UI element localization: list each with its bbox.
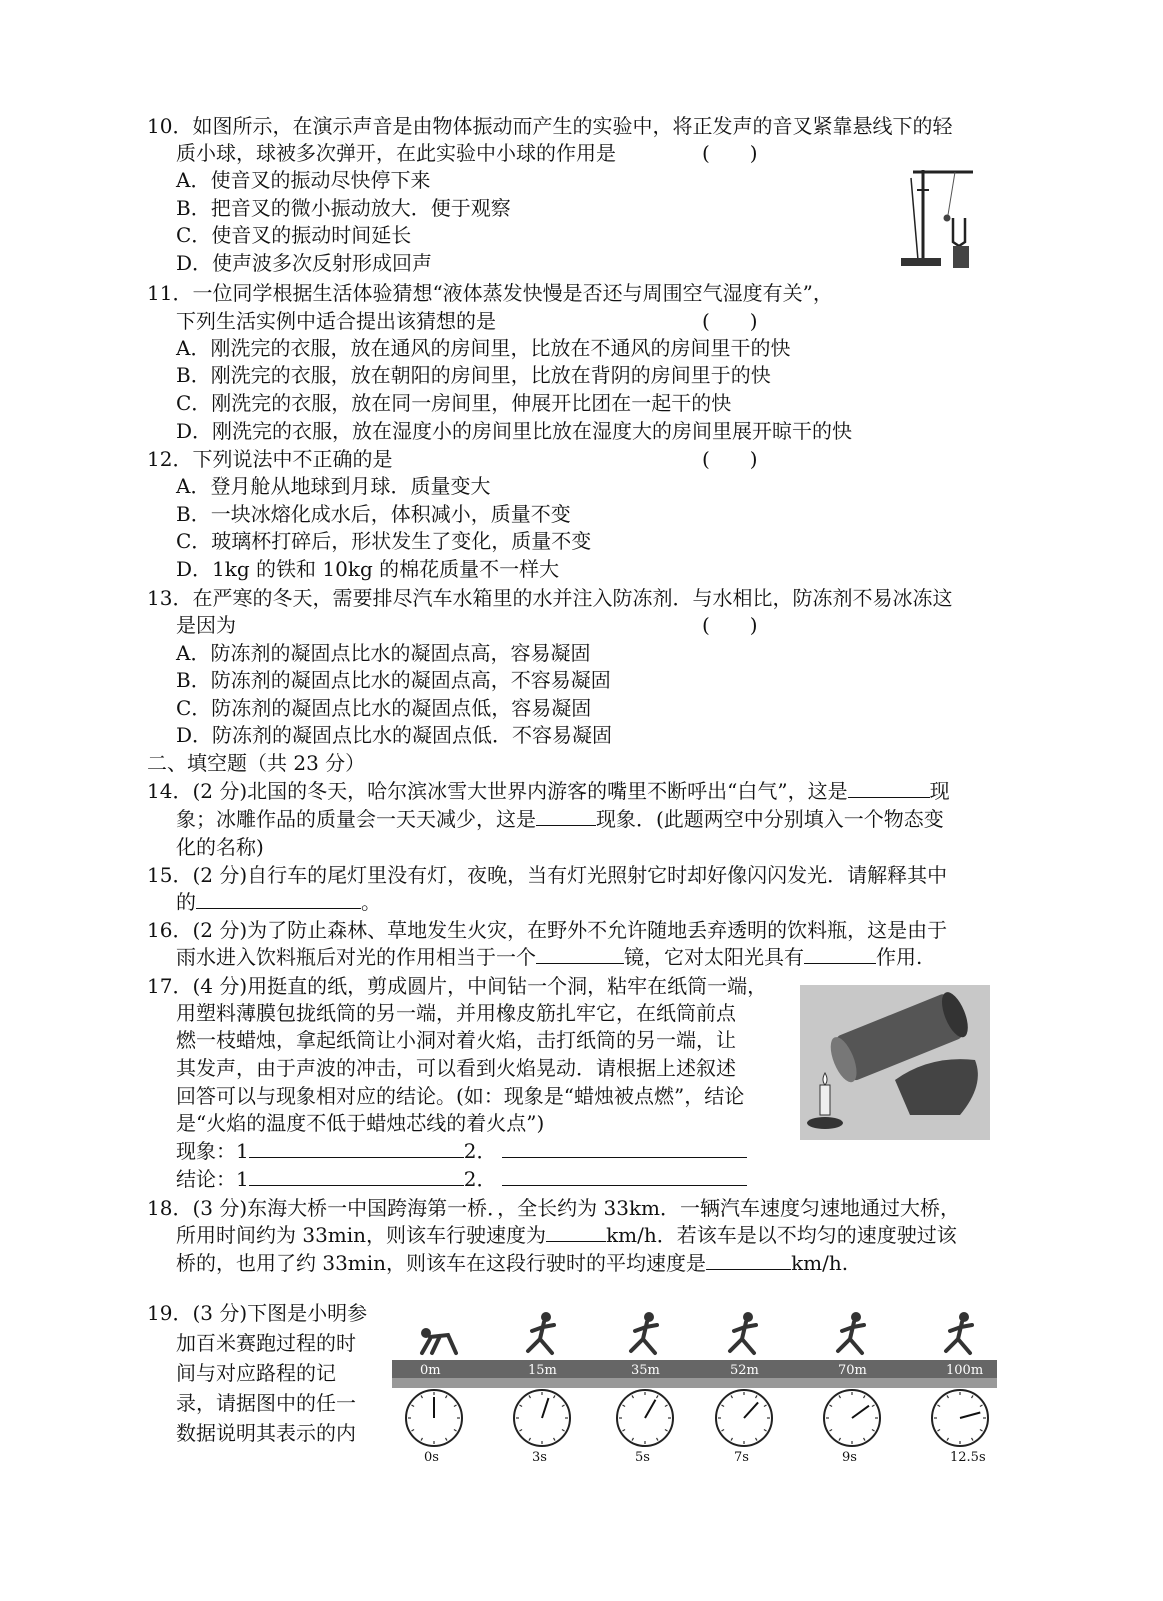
- q14-text2: 象；冰雕作品的质量会一天天减少，这是: [176, 807, 536, 831]
- q17-phenomenon-blank1[interactable]: [249, 1139, 464, 1158]
- q15-blank[interactable]: [196, 890, 361, 909]
- q17-phenomenon-blank2[interactable]: [502, 1139, 747, 1158]
- q18-text3b: km/h.: [791, 1251, 849, 1275]
- q19-line2: 加百米赛跑过程的时: [176, 1331, 356, 1355]
- q10-paren: ( ): [702, 141, 758, 165]
- q17-conclusion-blank1[interactable]: [249, 1167, 464, 1186]
- q13-option-b: B．防冻剂的凝固点比水的凝固点高，不容易凝固: [176, 668, 611, 692]
- q18-line2: [176, 1222, 957, 1249]
- q17-line5: 回答可以与现象相对应的结论。(如：现象是“蜡烛被点燃”，结论: [176, 1084, 745, 1108]
- q13-line2: 是因为: [176, 613, 236, 637]
- q12-paren: ( ): [702, 447, 758, 471]
- stopwatch-icon: [824, 1390, 880, 1446]
- q19-line3: 间与对应路程的记: [176, 1361, 336, 1385]
- q13-option-a: A．防冻剂的凝固点比水的凝固点高，容易凝固: [176, 641, 591, 665]
- q18-line1: 18．(3 分)东海大桥一中国跨海第一桥．，全长约为 33km．一辆汽车速度匀速地通过大桥，: [147, 1196, 961, 1220]
- q17-two-b: 2．: [463, 1167, 497, 1191]
- q12-line1: 12．下列说法中不正确的是: [147, 447, 393, 471]
- q13-paren: ( ): [702, 613, 758, 637]
- q15-line2: [176, 889, 381, 916]
- q13-option-d: D．防冻剂的凝固点比水的凝固点低．不容易凝固: [176, 723, 613, 747]
- stopwatch-icon: [406, 1390, 462, 1446]
- runner-figure: [946, 1312, 972, 1353]
- q10-option-a: A．使音叉的振动尽快停下来: [176, 168, 431, 192]
- q17-conclusion-row: [176, 1166, 747, 1193]
- q10-option-c: C．使音叉的振动时间延长: [176, 223, 412, 247]
- q19-line1: 19．(3 分)下图是小明参: [147, 1301, 368, 1325]
- time-label: 9s: [842, 1450, 857, 1465]
- q17-conclusion-label: 结论：1: [176, 1167, 249, 1191]
- q15-text2b: 。: [361, 890, 381, 914]
- q18-text3: 桥的，也用了约 33min，则该车在这段行驶时的平均速度是: [176, 1251, 707, 1275]
- runner-figure: [528, 1312, 554, 1353]
- distance-label: 52m: [730, 1363, 759, 1378]
- q11-option-d: D．刚洗完的衣服，放在湿度小的房间里比放在湿度大的房间里展开晾干的快: [176, 419, 853, 443]
- q17-phenomenon-row: [176, 1138, 747, 1165]
- q14-blank1[interactable]: [848, 779, 930, 798]
- q17-conclusion-blank2[interactable]: [502, 1167, 747, 1186]
- stopwatch-icon: [617, 1390, 673, 1446]
- q19-line5: 数据说明其表示的内: [176, 1421, 356, 1445]
- q16-blank1[interactable]: [536, 945, 624, 964]
- q11-line2: 下列生活实例中适合提出该猜想的是: [176, 309, 496, 333]
- distance-label: 15m: [528, 1363, 557, 1378]
- q18-blank2[interactable]: [706, 1251, 791, 1270]
- q17-line3: 燃一枝蜡烛，拿起纸筒让小洞对着火焰，击打纸筒的另一端，让: [176, 1028, 736, 1052]
- q11-line1: 11．一位同学根据生活体验猜想“液体蒸发快慢是否还与周围空气湿度有关”，: [147, 281, 833, 305]
- distance-label: 70m: [838, 1363, 867, 1378]
- runner-figure: [631, 1312, 657, 1353]
- q17-two-a: 2．: [463, 1139, 497, 1163]
- q17-line6: 是“火焰的温度不低于蜡烛芯线的着火点”): [176, 1111, 545, 1135]
- q17-line1: 17．(4 分)用挺直的纸，剪成圆片，中间钻一个洞，粘牢在纸筒一端，: [147, 974, 768, 998]
- q16-line2: [176, 944, 922, 971]
- stopwatch-icon: [932, 1390, 988, 1446]
- q16-text2: 雨水进入饮料瓶后对光的作用相当于一个: [176, 945, 536, 969]
- section-heading: 二、填空题（共 23 分）: [147, 751, 366, 775]
- q16-text2b: 镜，它对太阳光具有: [624, 945, 804, 969]
- q12-option-d: D．1kg 的铁和 10kg 的棉花质量不一样大: [176, 557, 560, 581]
- q16-line1: 16．(2 分)为了防止森林、草地发生火灾，在野外不允许随地丢弃透明的饮料瓶，这是由于: [147, 918, 948, 942]
- q13-line1: 13．在严寒的冬天，需要排尽汽车水箱里的水并注入防冻剂．与水相比，防冻剂不易冰冻这: [147, 586, 953, 610]
- q10-line2: 质小球，球被多次弹开，在此实验中小球的作用是: [176, 141, 616, 165]
- q14-line1: [147, 778, 950, 805]
- time-label: 5s: [635, 1450, 650, 1465]
- q11-paren: ( ): [702, 309, 758, 333]
- q12-option-c: C．玻璃杯打碎后，形状发生了变化，质量不变: [176, 529, 592, 553]
- q17-line2: 用塑料薄膜包拢纸筒的另一端，并用橡皮筋扎牢它，在纸筒前点: [176, 1001, 736, 1025]
- q10-option-d: D．使声波多次反射形成回声: [176, 251, 433, 275]
- q16-blank2[interactable]: [804, 945, 876, 964]
- q19-line4: 录，请据图中的任一: [176, 1391, 356, 1415]
- candle-tube-figure: [800, 985, 990, 1140]
- q18-text2: 所用时间约为 33min，则该车行驶速度为: [176, 1223, 547, 1247]
- race-figure: [392, 1305, 997, 1470]
- runner-figure: [838, 1312, 864, 1353]
- q18-line3: [176, 1250, 848, 1277]
- time-label: 3s: [532, 1450, 547, 1465]
- q14-text2b: 现象．(此题两空中分别填入一个物态变: [596, 807, 944, 831]
- q11-option-b: B．刚洗完的衣服，放在朝阳的房间里，比放在背阴的房间里于的快: [176, 363, 771, 387]
- q14-text1: 14．(2 分)北国的冬天，哈尔滨冰雪大世界内游客的嘴里不断呼出“白气”，这是: [147, 779, 848, 803]
- q10-line1: 10．如图所示，在演示声音是由物体振动而产生的实验中，将正发声的音叉紧靠悬线下的轻: [147, 114, 953, 138]
- q13-option-c: C．防冻剂的凝固点比水的凝固点低，容易凝固: [176, 696, 592, 720]
- runner-figure: [730, 1312, 756, 1353]
- q17-line4: 其发声，由于声波的冲击，可以看到火焰晃动．请根据上述叙述: [176, 1056, 736, 1080]
- stopwatch-icon: [514, 1390, 570, 1446]
- tuning-fork-figure: [893, 160, 993, 280]
- distance-label: 35m: [631, 1363, 660, 1378]
- q14-line3: 化的名称): [176, 835, 264, 859]
- race-figure-art: [392, 1305, 997, 1470]
- q18-text2b: km/h．若该车是以不均匀的速度驶过该: [606, 1223, 957, 1247]
- q15-text2: 的: [176, 890, 196, 914]
- q11-option-c: C．刚洗完的衣服，放在同一房间里，伸展开比团在一起干的快: [176, 391, 732, 415]
- stopwatch-icon: [716, 1390, 772, 1446]
- time-label: 0s: [424, 1450, 439, 1465]
- q10-option-b: B．把音叉的微小振动放大．便于观察: [176, 196, 511, 220]
- q14-line2: [176, 806, 944, 833]
- distance-label: 0m: [420, 1363, 441, 1378]
- q16-text2c: 作用.: [876, 945, 923, 969]
- q15-line1: 15．(2 分)自行车的尾灯里没有灯，夜晚，当有灯光照射它时却好像闪闪发光．请解释其中: [147, 863, 948, 887]
- q12-option-a: A．登月舱从地球到月球．质量变大: [176, 474, 491, 498]
- time-label: 7s: [734, 1450, 749, 1465]
- time-label: 12.5s: [950, 1450, 986, 1465]
- distance-label: 100m: [946, 1363, 984, 1378]
- q18-blank1[interactable]: [546, 1223, 606, 1242]
- q17-phenomenon-label: 现象：1: [176, 1139, 249, 1163]
- q14-blank2[interactable]: [536, 807, 596, 826]
- q12-option-b: B．一块冰熔化成水后，体积减小，质量不变: [176, 502, 571, 526]
- runner-figure: [421, 1328, 456, 1353]
- q14-text1b: 现: [929, 779, 950, 803]
- q11-option-a: A．刚洗完的衣服，放在通风的房间里，比放在不通风的房间里干的快: [176, 336, 791, 360]
